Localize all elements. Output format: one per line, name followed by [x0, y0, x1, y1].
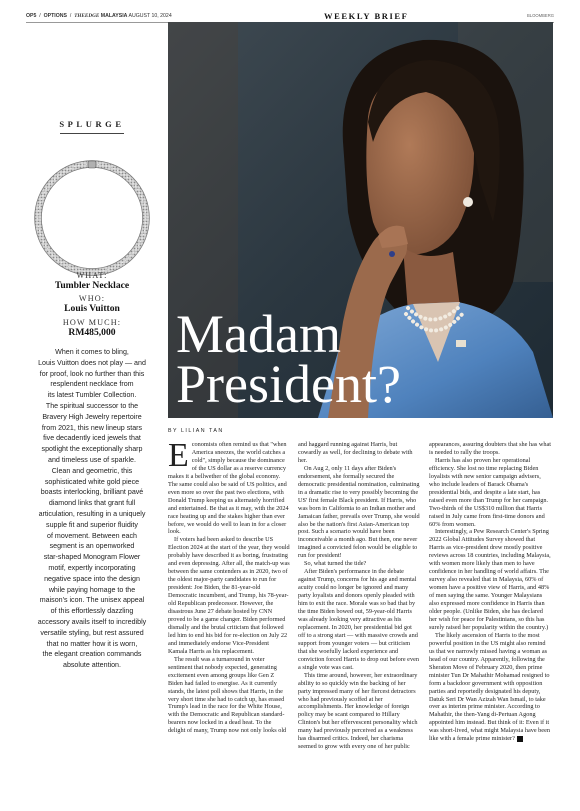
sidebar-body-line: motif, expertly incorporating [48, 563, 136, 572]
paragraph-text: appearances, assuring doubters that she has what is needed to rally the troops. [429, 441, 552, 456]
what-value: Tumbler Necklace [54, 280, 130, 291]
sidebar-body-line: The spiritual successor to the [45, 401, 139, 410]
brand-the: THE [74, 13, 85, 19]
sidebar-body-line: versatile styling, but rest assured [40, 628, 144, 637]
paragraph-text: conomists often remind us that "when America sneezes, the world catches a cold", simply because the dominance of the US dollar as a reserve currency makes it a bellwether of the global economy. The same could also be said of US politics, and even more so over the past two elections, with Donald Trump keeping us alternately horrified and entertained. Be that as it may, with the 2024 race heating up and the stakes higher than ever before, we would do well to lean in for a closer look. [168, 441, 289, 536]
paragraph-text: The likely ascension of Harris to the most powerful position in the US might also remind us that we narrowly missed having a woman as head of our country. Apparently, following the Sheraton Move of February 2020, then prime minister Tun Dr Mahathir Mohamad resigned to form a backdoor government with opposition parties and reportedly designated his deputy, Datuk Seri Dr Wan Azizah Wan Ismail, to take over as interim prime minister. According to Mahathir, the then-Yang di-Pertuan Agong appointed him instead. But think of it: Even if it was short-lived, what might Malaysia have been like with a female prime minister? [429, 631, 550, 743]
sidebar-body-line: absolute attention. [63, 661, 121, 670]
sidebar-body-line: sophisticated white gold piece [44, 477, 140, 486]
paragraph-text: After Biden's performance in the debate against Trump, concerns for his age and mental acuity could no longer be ignored and many party loyalists and donors openly pleaded with him to exit the race. Morale was so bad that by the time Biden bowed out, 59-year-old Harris was already looking very attractive as his replacement. In 2020, her presidential bid got off to a strong start — with massive crowds and support from younger voters — but criticism that she woefully lacked experience and conviction forced Harris to drop out before even a single vote was cast. [298, 568, 419, 671]
splurge-divider [60, 133, 124, 134]
price-block [26, 318, 158, 338]
headline-line1: Madam [176, 304, 341, 364]
flag-pin-icon [456, 340, 466, 347]
sidebar-body-line: Louis Vuitton does not play — and [38, 358, 146, 367]
what-label: WHAT: [76, 271, 108, 280]
byline: BY LILIAN TAN [168, 428, 224, 434]
who-value: Louis Vuitton [64, 303, 120, 314]
article-column-2 [298, 441, 420, 751]
paragraph-text: On Aug 2, only 11 days after Biden's endorsement, she formally secured the democratic presidential nomination, culminating in a dramatic rise to very possibly becoming the US' first female Black president. If Harris, who was born in California to an Indian mother and Jamaican father, prevails over Trump, she would also be the nation's first Asian-American top post. Such a scenario would have been inconceivable a month ago. But then, one never imagined a convicted felon would be eligible to run for president! [298, 464, 420, 560]
who-block [26, 294, 158, 314]
paragraph-text: and haggard running against Harris, but cowardly as well, for declining to debate with her. [298, 441, 413, 464]
sidebar-body-line: negative space into the design [44, 574, 140, 583]
price-label: HOW MUCH: [62, 318, 122, 327]
necklace-image [34, 160, 150, 276]
section-name: OPTIONS [43, 13, 67, 19]
article-paragraph [168, 536, 290, 655]
sidebar-body-line: segment is an openworked [49, 542, 135, 551]
article-column-1 [168, 437, 290, 735]
paragraph-text: This time around, however, her extraordinary ability to so quickly win the backing of her party impressed many of her fiercest detractors who had previously scoffed at her accomplishments. Her knowledge of foreign policy may be scant compared to Hillary Clinton's but her effervescent personality which many had previously perceived as a weakness has disarmed critics. Indeed, her charisma seemed to grow with every one of her public [298, 671, 418, 751]
page-number: OP5 [26, 13, 37, 19]
article-paragraph [298, 568, 420, 671]
headline-line2: President? [176, 354, 401, 414]
article-paragraph [429, 457, 551, 529]
sidebar-body-line: Bravery High Jewelry repertoire [42, 412, 142, 421]
sidebar-body-line: of movement. Between each [47, 531, 137, 540]
sidebar-body-line: maison's icon. The unisex appeal [39, 596, 145, 605]
photo-credit: BLOOMBERG [527, 13, 554, 18]
sidebar-body-line: the elegant creation commands [42, 650, 142, 659]
sidebar-body-line: of this effortlessly dazzling [50, 607, 134, 616]
brand-edge: EDGE [84, 13, 100, 19]
sidebar-body-line: boasts interlocking, brilliant pavé [40, 488, 144, 497]
article-paragraph [298, 560, 420, 568]
sidebar-body-line: for proof, look no further than this [39, 369, 145, 378]
brand-country: MALAYSIA [100, 13, 128, 19]
sidebar-body-line: articulation, resulting in a uniquely [38, 509, 146, 518]
article-paragraph [429, 528, 551, 631]
paragraph-text: Harris has also proven her operational efficiency. She lost no time replacing Biden loyalists with new senior campaign advisers, who include leaders of Barack Obama's presidential bids, and despite a late start, has raised even more than Trump for her campaign. Two-thirds of the US$310 million that Harris raised in July came from first-time donors and 60% from women. [429, 456, 549, 528]
paragraph-text: If voters had been asked to describe US Election 2024 at the start of the year, they would probably have described it as boring, frustrating and even depressing. After all, the match-up was between the same contenders as in 2020, two of the oldest major-party candidates to run for president: Joe Biden, the 81-year-old Democratic incumbent, and Trump, his 78-year-old Republican predecessor. However, the disastrous June 27 debate hosted by CNN proved to be a game changer. Biden performed dismally and the brutal criticism that followed led him to end his bid for re-election on July 22 and immediately endorse Vice-President Kamala Harris as his replacement. [168, 536, 290, 655]
sidebar-body-line: spotlight the exceptionally sharp [41, 445, 143, 454]
paragraph-text: Interestingly, a Pew Research Center's Spring 2022 Global Attitudes Survey showed that Harris as vice-president drew mostly positive reviews across 18 countries, including Malaysia, with women more likely than men to have confidence in her handling of world affairs. The survey also revealed that in Malaysia, 60% of women have a positive view of Harris, and 48% of men saying the same. Younger Malaysians also expressed more confidence in Harris than older people. (Unlike Biden, she has declared her wish for peace for Palestinians, so this has surely raised her popularity within the country.) [429, 528, 551, 631]
section-title: WEEKLY BRIEF [324, 11, 409, 21]
article-paragraph [429, 441, 551, 457]
article-paragraph [298, 465, 420, 560]
sidebar-body-line: Clean and geometric, this [51, 466, 133, 475]
article-paragraph [168, 656, 290, 736]
running-header: OP5 / OPTIONS / THEEDGE MALAYSIA AUGUST 10, 2024 [26, 13, 172, 19]
price-value: RM485,000 [68, 327, 116, 338]
article-paragraph [298, 441, 420, 465]
article-paragraph [429, 632, 551, 743]
who-label: WHO: [78, 294, 106, 303]
sidebar-body-line: its latest Tumbler Collection. [47, 391, 137, 400]
what-block [26, 271, 158, 291]
sidebar-body-line: five decadently iced jewels that [43, 434, 141, 443]
article-paragraph [298, 672, 420, 752]
paragraph-text: The result was a turnaround in voter sentiment that nobody expected, generating excitement even among groups like Gen Z Biden had failed to energise. As it currently stands, the latest poll shows that Harris, in the very short time she had to catch up, has erased Trump's lead in the race for the White House, with the Democratic and Republican standard-bearers now locked in a dead heat. To the delight of many, Trump now not only looks old [168, 655, 287, 735]
sidebar-body-line: star-shaped Monogram Flower [43, 553, 141, 562]
sidebar-body-line: supple fit and superior fluidity [46, 520, 138, 529]
sidebar-body-line: resplendent necklace from [50, 380, 134, 389]
sidebar-body-line: that no matter how it is worn, [46, 639, 138, 648]
article-paragraph [168, 437, 290, 536]
sidebar-body-line: while paying homage to the [48, 585, 136, 594]
portrait-illustration [168, 22, 553, 418]
drop-cap: E [168, 437, 189, 474]
splurge-title: SPLURGE [59, 119, 125, 129]
paragraph-text: So, what turned the tide? [304, 560, 367, 568]
sidebar-body-line: diamond links that grant full [48, 499, 136, 508]
article-column-3 [429, 441, 551, 743]
sidebar-body-line: accessory avails itself to incredibly [37, 617, 147, 626]
splurge-description [26, 347, 158, 671]
issue-date: AUGUST 10, 2024 [128, 13, 172, 19]
sidebar-body-line: When it comes to bling, [55, 348, 129, 356]
hero-photo [168, 22, 553, 418]
end-mark-icon [517, 736, 523, 742]
sidebar-body-line: and timeless use of sparkle. [48, 455, 136, 464]
sidebar-body-line: from 2021, this new lineup stars [41, 423, 143, 432]
